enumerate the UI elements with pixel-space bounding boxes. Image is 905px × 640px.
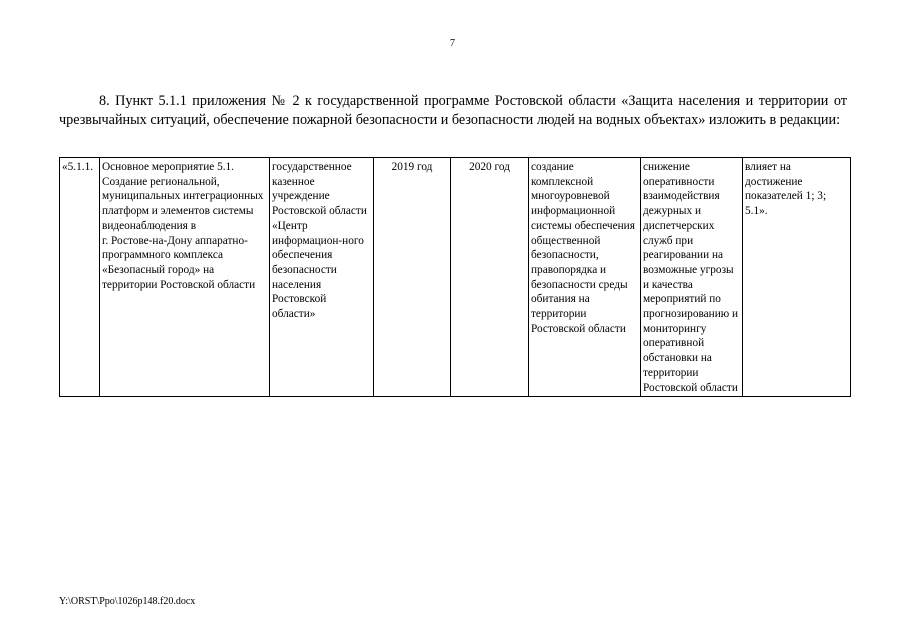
- cell-goal: создание комплексной многоуровневой информационной системы обеспечения общественной безопасности, правопорядка и безопасности среды обитания на территории Ростовской области: [529, 158, 641, 397]
- table-row: [60, 158, 851, 397]
- cell-effect: снижение оперативности взаимодействия дежурных и диспетчерских служб при реагировании на возможные угрозы и качества мероприятий по прогнозировани​ю и мониторингу оперативной обстановки на территории Ростовской области: [641, 158, 743, 397]
- measure-table: [59, 157, 851, 397]
- cell-indicator-link: влияет на достижение показателей 1; 3; 5.1».: [743, 158, 851, 397]
- page-number: 7: [450, 38, 455, 49]
- cell-start-year: 2019 год: [374, 158, 451, 397]
- cell-executor: государственное казенное учреждение Ростовской области «Центр информацион-ного обеспечения безопасности населения Ростовской области»: [270, 158, 374, 397]
- amendment-paragraph: 8. Пункт 5.1.1 приложения № 2 к государственной программе Ростовской области «Защита населения и территории от чрезвычайных ситуаций, обеспечение пожарной безопасности и безопасности людей на водных объектах» изложить в редакции:: [59, 93, 847, 128]
- cell-end-year: 2020 год: [451, 158, 529, 397]
- footer-file-path: Y:\ORST\Ppo\1026p148.f20.docx: [59, 596, 196, 607]
- cell-measure-name: Основное мероприятие 5.1. Создание региональной, муниципальных интеграционных платформ и элементов системы видеонаблюдения в г. Ростове-на-Дону аппаратно-программного комплекса «Безопасный город» на территории Ростовской области: [100, 158, 270, 397]
- cell-item-number: «5.1.1.: [60, 158, 100, 397]
